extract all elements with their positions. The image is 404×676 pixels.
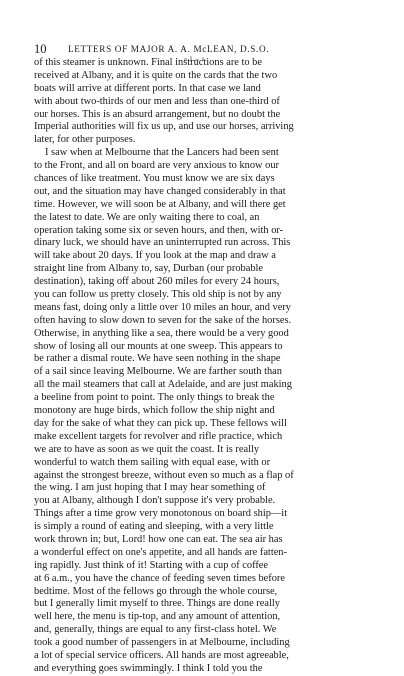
text-line-8: I saw when at Melbourne that the Lancers had been sent — [45, 147, 279, 159]
text-line-39: a wonderful effect on one's appetite, and all hands are fatten- — [34, 546, 287, 558]
text-line-37: is simply a round of eating and sleeping, with a very little — [34, 521, 274, 533]
running-head — [34, 42, 334, 56]
text-line-48: and everything goes swimmingly. I think I told you the — [34, 662, 263, 674]
letter-text — [34, 57, 364, 676]
text-line-30: make excellent targets for revolver and rifle practice, which — [34, 430, 283, 442]
text-line-28: monotony are huge birds, which follow the ship night and — [34, 405, 275, 417]
text-line-17: straight line from Albany to, say, Durban (our probable — [34, 263, 264, 275]
text-line-32: wonderful to watch them sailing with equal ease, with or — [34, 456, 271, 468]
text-line-3: boats will arrive at different ports. In that case we land — [34, 82, 261, 94]
text-line-46: took a good number of passengers in at Melbourne, including — [34, 637, 290, 649]
text-line-7: later, for other purposes. — [34, 134, 136, 146]
text-line-13: the latest to date. We are only waiting there to coal, an — [34, 211, 260, 223]
text-line-6: Imperial authorities will fix us up, and use our horses, arriving — [34, 121, 294, 133]
text-line-16: will take about 20 days. If you look at the map and draw a — [34, 250, 276, 262]
text-line-23: show of losing all our mounts at one sweep. This appears to — [34, 340, 283, 352]
text-line-22: Otherwise, in anything like a sea, there would be a very good — [34, 327, 289, 339]
page-number: 10 — [34, 42, 47, 56]
text-line-4: with about two-thirds of our men and less than one-third of — [34, 95, 280, 107]
text-line-9: to the Front, and all on board are very anxious to know our — [34, 160, 279, 172]
text-line-43: but I generally limit myself to three. Things are done really — [34, 598, 280, 610]
text-line-1: of this steamer is unknown. Final instructions are to be — [34, 57, 262, 68]
text-line-45: and, generally, things are equal to any first-class hotel. We — [34, 624, 277, 636]
text-line-19: you can follow us pretty closely. This old ship is not by any — [34, 289, 282, 301]
text-line-42: bedtime. Most of the fellows go through the whole course, — [34, 585, 278, 597]
text-line-15: dinary luck, we should have an uninterrupted run across. This — [34, 237, 291, 249]
text-line-11: out, and the situation may have changed considerably in that — [34, 185, 286, 197]
text-line-33: against the strongest breeze, without even so much as a flap of — [34, 469, 294, 481]
text-line-35: you at Albany, although I don't suppose it's very probable. — [34, 495, 276, 507]
text-line-47: a lot of special service officers. All hands are most agreeable, — [34, 649, 289, 661]
text-line-44: well here, the menu is tip-top, and any amount of attention, — [34, 611, 281, 623]
running-title: LETTERS OF MAJOR A. A. McLEAN, D.S.O. — [68, 44, 270, 54]
text-line-21: often having to slow down to seven for the sake of the horses. — [34, 314, 292, 326]
text-line-20: means fast, doing only a little over 10 miles an hour, and very — [34, 301, 291, 313]
text-line-5: our horses. This is an absurd arrangement, but no doubt the — [34, 108, 281, 120]
text-line-26: all the mail steamers that call at Adelaide, and are just making — [34, 379, 292, 391]
text-line-18: destination), taking off about 260 miles for every 24 hours, — [34, 276, 280, 288]
text-line-40: ing rapidly. Just think of it! Starting with a cup of coffee — [34, 559, 269, 571]
text-line-2: received at Albany, and it is quite on the cards that the two — [34, 69, 278, 81]
text-line-25: of a sail since leaving Melbourne. We are farther south than — [34, 366, 282, 378]
text-line-34: the wing. I am just hoping that I may hear something of — [34, 482, 266, 494]
text-line-31: we are to have as soon as we quit the coast. It is really — [34, 443, 260, 455]
text-line-29: day for the sake of what they can pick up. These fellows will — [34, 417, 287, 429]
text-line-12: time. However, we will soon be at Albany, and will there get — [34, 198, 286, 210]
text-line-10: chances of like treatment. You must know we are six days — [34, 173, 275, 185]
text-line-38: work thrown in; but, Lord! how one can eat. The sea air has — [34, 533, 283, 545]
text-line-36: Things after a time grow very monotonous on board ship—it — [34, 508, 288, 520]
text-line-27: a beeline from point to point. The only things to break the — [34, 392, 275, 404]
text-line-41: at 6 a.m., you have the chance of feeding seven times before — [34, 572, 286, 584]
text-line-24: be rather a dismal route. We have seen nothing in the shape — [34, 353, 281, 365]
text-line-14: operation taking some six or seven hours, and then, with or- — [34, 224, 284, 236]
